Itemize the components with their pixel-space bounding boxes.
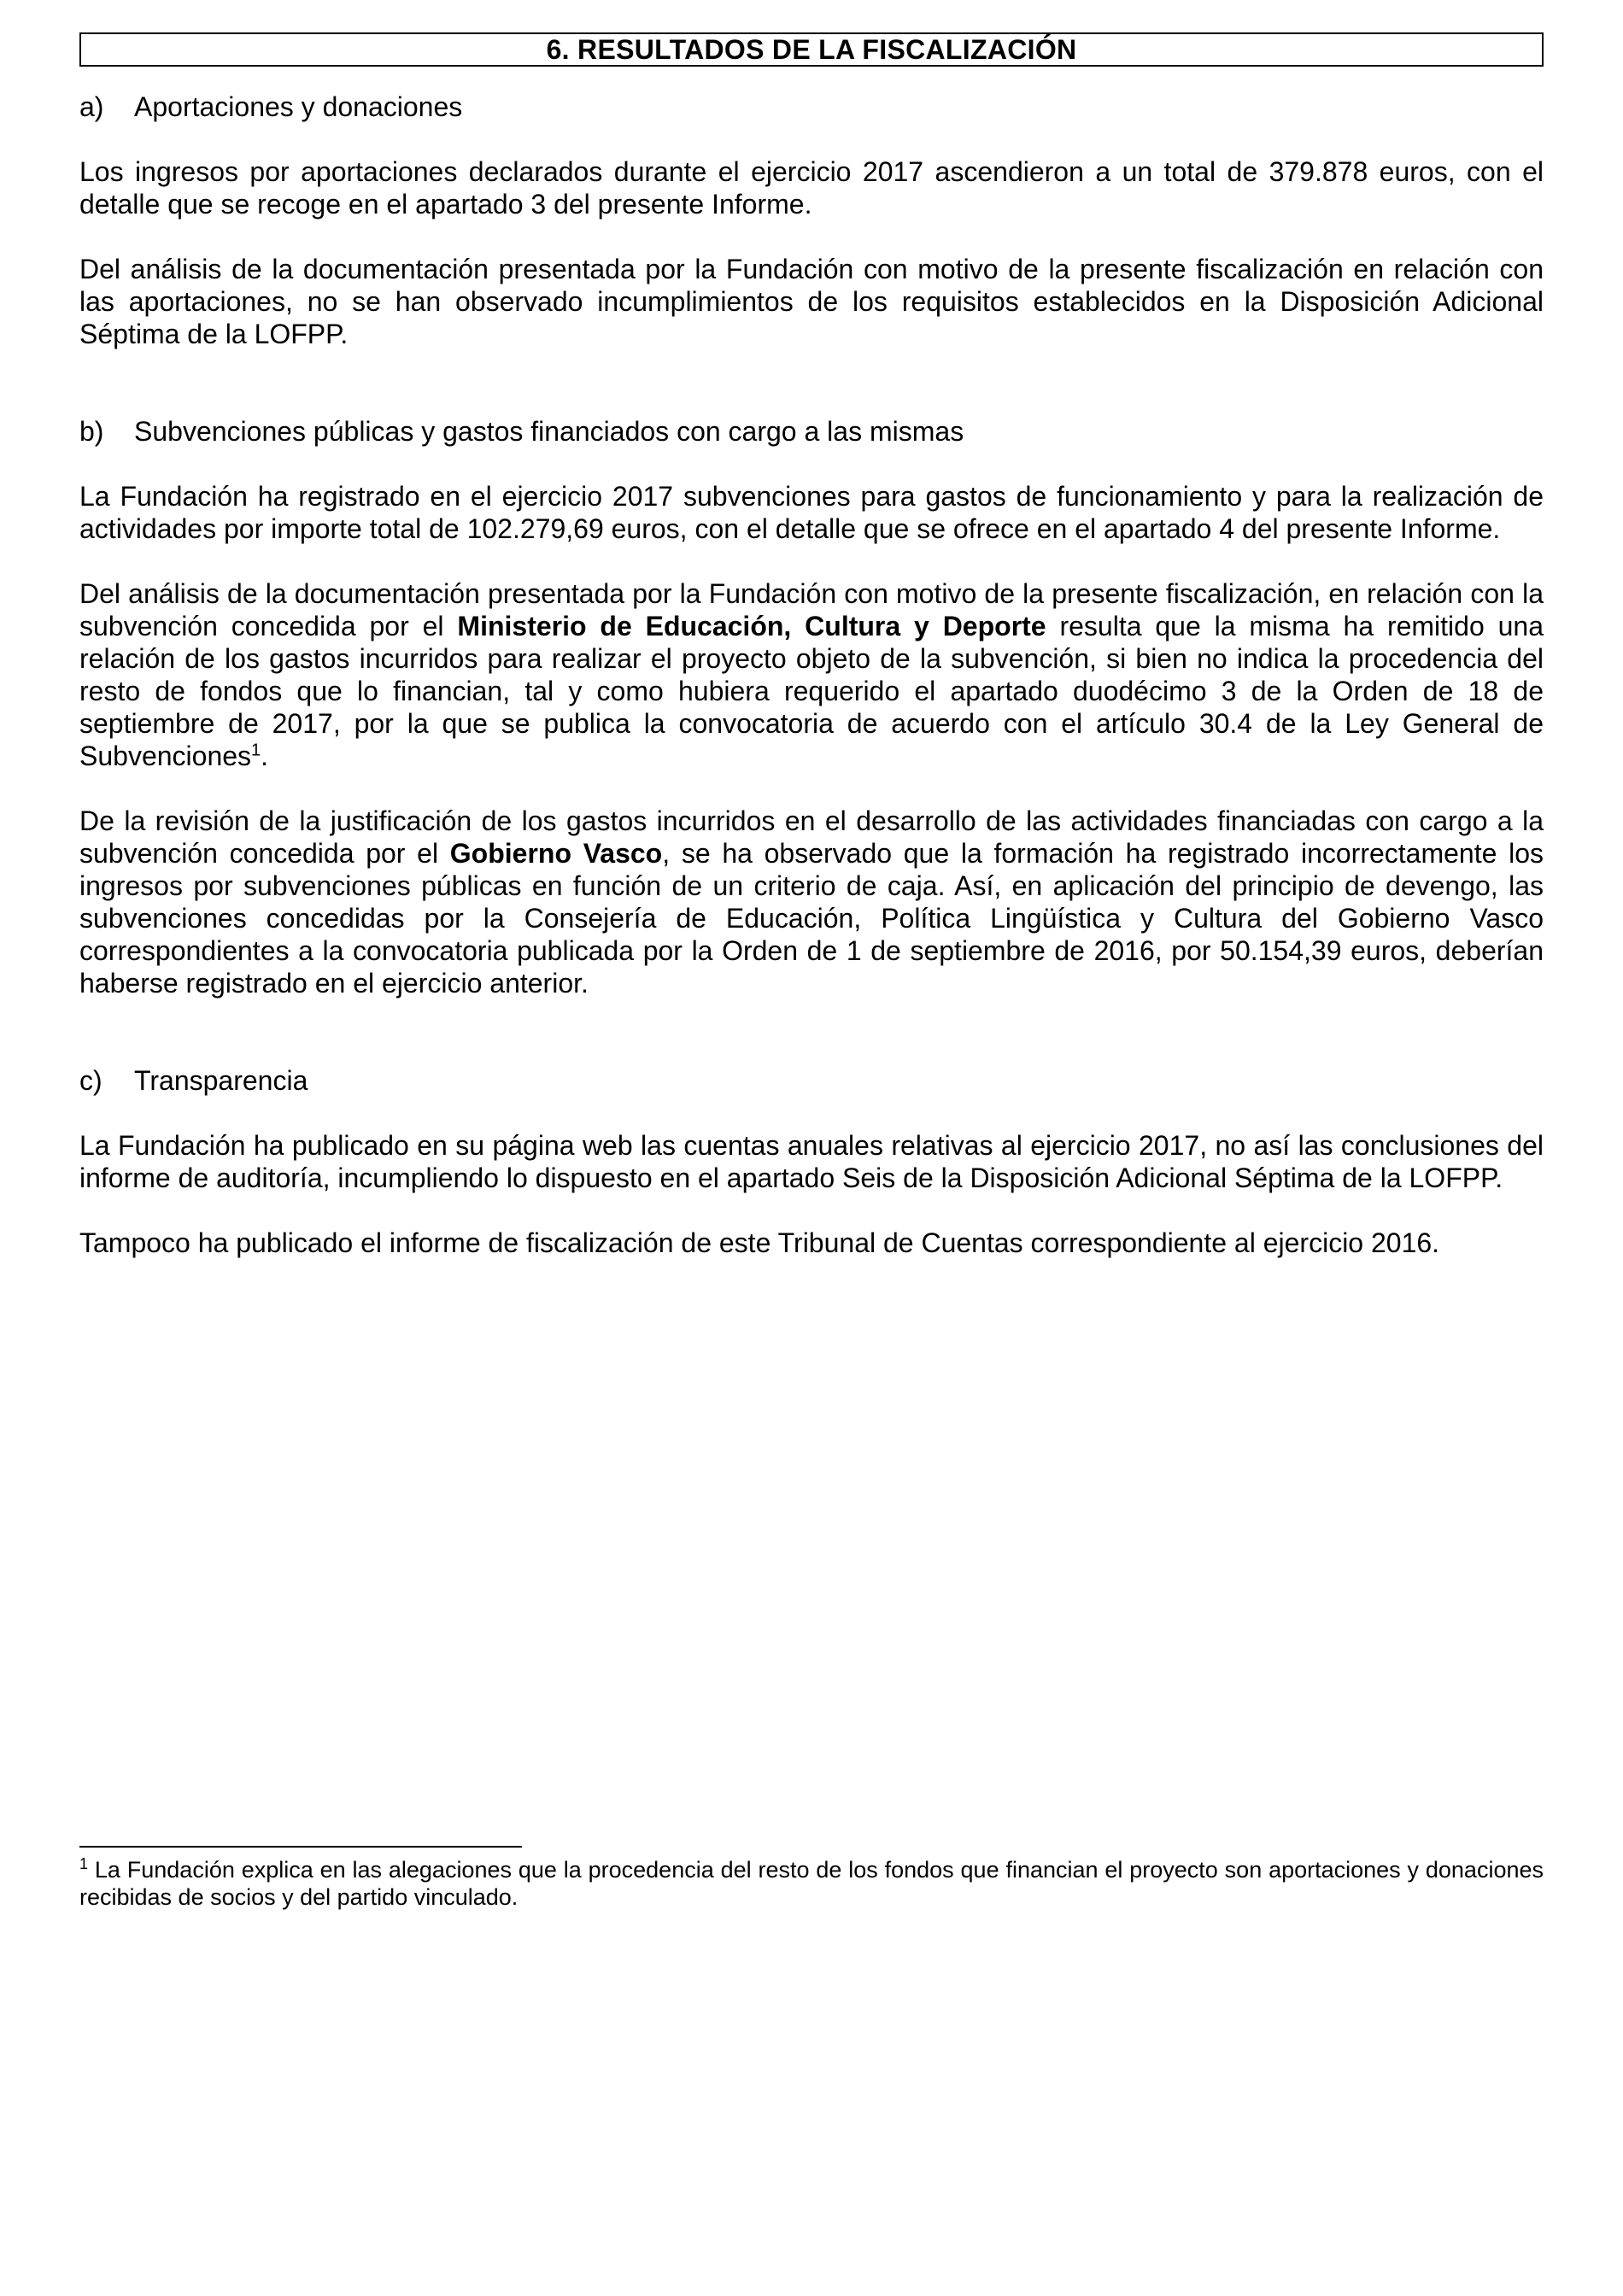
section-a-heading	[79, 91, 1544, 123]
ministerio-bold-text: Ministerio de Educación, Cultura y Deporte	[457, 611, 1046, 641]
section-a-title: Aportaciones y donaciones	[134, 91, 463, 122]
section-b-paragraph-3	[79, 805, 1544, 999]
section-c-title: Transparencia	[134, 1065, 308, 1096]
section-b-heading	[79, 415, 1544, 448]
section-b-paragraph-1: La Fundación ha registrado en el ejercicio 2017 subvenciones para gastos de funcionamiento y para la realización de actividades por importe total de 102.279,69 euros, con el detalle que se ofrece en el apartado 4 del presente Informe.	[79, 481, 1544, 544]
section-c-paragraph-2: Tampoco ha publicado el informe de fiscalización de este Tribunal de Cuentas correspondiente al ejercicio 2016.	[79, 1227, 1440, 1258]
section-b-paragraph-2-period: .	[261, 741, 269, 771]
footnote-reference[interactable]: 1	[251, 741, 261, 760]
section-b-letter: b)	[79, 416, 104, 447]
section-c-letter: c)	[79, 1065, 103, 1096]
footnote-separator	[79, 1846, 522, 1848]
section-b-title: Subvenciones públicas y gastos financiados con cargo a las mismas	[134, 416, 964, 447]
section-b-paragraph-2-end: resulta que la misma ha remitido una relación de los gastos incurridos para realizar el proyecto objeto de la subvención, si bien no indica la procedencia del resto de fondos que lo financian, tal y como hubiera requerido el apartado duodécimo 3 de la Orden de 18 de septiembre de 2017, por la que se publica la convocatoria de acuerdo con el artículo 30.4 de la Ley General de Subvenciones	[79, 611, 1544, 771]
section-c-paragraph-1: La Fundación ha publicado en su página web las cuentas anuales relativas al ejercicio 2017, no así las conclusiones del informe de auditoría, incumpliendo lo dispuesto en el apartado Seis de la Disposición Adicional Séptima de la LOFPP.	[79, 1130, 1544, 1193]
section-b-paragraph-3-end: , se ha observado que la formación ha registrado incorrectamente los ingresos por subvenciones públicas en función de un criterio de caja. Así, en aplicación del principio de devengo, las subvenciones concedidas por la Consejería de Educación, Política Lingüística y Cultura del Gobierno Vasco correspondientes a la convocatoria publicada por la Orden de 1 de septiembre de 2016, por 50.154,39 euros, deberían haberse registrado en el ejercicio anterior.	[79, 838, 1544, 999]
footnote	[79, 1856, 1544, 1911]
section-title: 6. RESULTADOS DE LA FISCALIZACIÓN	[79, 32, 1544, 67]
footnote-number: 1	[79, 1855, 89, 1872]
footnote-text: La Fundación explica en las alegaciones que la procedencia del resto de los fondos que financian el proyecto son aportaciones y donaciones recibidas de socios y del partido vinculado.	[79, 1857, 1544, 1910]
section-a-letter: a)	[79, 91, 104, 122]
section-b-paragraph-3-start: De la revisión de la justificación de los gastos incurridos en el desarrollo de las actividades financiadas con cargo a la subvención concedida por el	[79, 805, 1544, 869]
document-page	[79, 32, 1544, 1259]
section-b-paragraph-2-start: Del análisis de la documentación presentada por la Fundación con motivo de la presente fiscalización, en relación con la subvención concedida por el	[79, 578, 1544, 641]
section-a-paragraph-2: Del análisis de la documentación presentada por la Fundación con motivo de la presente fiscalización en relación con las aportaciones, no se han observado incumplimientos de los requisitos establecidos en la Disposición Adicional Séptima de la LOFPP.	[79, 254, 1544, 349]
section-b-paragraph-2	[79, 577, 1544, 772]
section-c-heading	[79, 1064, 1544, 1097]
gobierno-vasco-bold-text: Gobierno Vasco	[449, 838, 663, 869]
section-a-paragraph-1: Los ingresos por aportaciones declarados durante el ejercicio 2017 ascendieron a un total de 379.878 euros, con el detalle que se recoge en el apartado 3 del presente Informe.	[79, 156, 1544, 220]
